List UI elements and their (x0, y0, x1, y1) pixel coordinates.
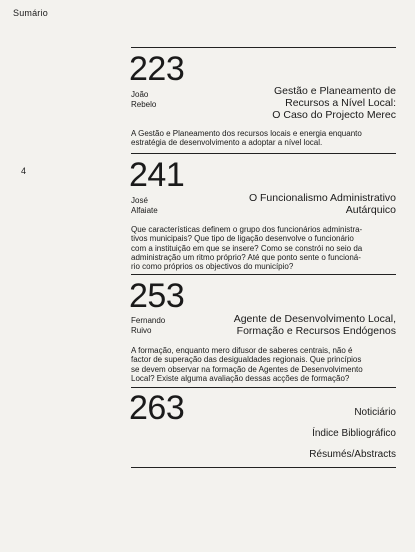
abstract-line: A Gestão e Planeamento dos recursos locais e energia enquanto (131, 129, 362, 138)
abstract-line: se devem observar na formação de Agentes de Desenvolvimento (131, 364, 363, 374)
entry-title[interactable] (196, 85, 396, 121)
page-number: 4 (21, 166, 27, 176)
entry-title[interactable] (196, 192, 396, 216)
bottom-divider (131, 467, 396, 468)
abstract-line: Local? Existe alguma avaliação dessas acções de formação? (131, 373, 350, 383)
entry-page-number: 253 (129, 277, 185, 315)
title-line: Autárquico (345, 204, 396, 216)
abstract-line: tivos municipais? Que tipo de ligação desenvolve o funcionário (131, 234, 354, 244)
author-first-name: José (131, 196, 148, 205)
section-resumes-abstracts[interactable]: Résumés/Abstracts (309, 449, 396, 460)
entry-abstract (131, 225, 393, 271)
entry-page-number: 223 (129, 50, 185, 88)
page-header: Sumário (13, 8, 48, 18)
author-last-name: Rebelo (131, 100, 157, 109)
title-line: Agente de Desenvolvimento Local, (233, 313, 396, 325)
abstract-line: factor de superação das desigualdades regionais. Que princípios (131, 355, 362, 365)
entry-author (131, 316, 181, 336)
entry-abstract (131, 346, 393, 383)
entry-abstract (131, 129, 393, 148)
title-line: O Funcionalismo Administrativo (248, 192, 396, 204)
entry-divider (131, 274, 396, 275)
abstract-line: A formação, enquanto mero difusor de saberes centrais, não é (131, 346, 353, 355)
abstract-line: Que características definem o grupo dos funcionários administra- (131, 225, 363, 234)
section-noticiario[interactable]: Noticiário (354, 407, 396, 418)
entry-author (131, 196, 181, 216)
section-indice-bibliografico[interactable]: Índice Bibliográfico (312, 428, 396, 439)
author-first-name: Fernando (131, 316, 166, 325)
title-line: Formação e Recursos Endógenos (236, 325, 396, 337)
author-first-name: João (131, 90, 149, 99)
entry-divider (131, 47, 396, 48)
title-line: O Caso do Projecto Merec (272, 109, 396, 121)
abstract-line: com a instituição em que se insere? Como se constrói no seio da (131, 243, 363, 253)
abstract-line: administração um ritmo próprio? Até que ponto sente o funcioná- (131, 252, 361, 262)
entry-page-number: 263 (129, 389, 185, 427)
entry-title[interactable] (196, 313, 396, 337)
abstract-line: estratégia de desenvolvimento a adoptar a nível local. (131, 138, 323, 148)
author-last-name: Alfaiate (131, 206, 158, 215)
entry-author (131, 90, 181, 110)
entry-page-number: 241 (129, 156, 185, 194)
title-line: Recursos a Nível Local: (285, 97, 396, 109)
author-last-name: Ruivo (131, 326, 152, 335)
entry-divider (131, 387, 396, 388)
abstract-line: rio como próprios os objectivos do município? (131, 262, 294, 272)
title-line: Gestão e Planeamento de (273, 85, 396, 97)
entry-divider (131, 153, 396, 154)
